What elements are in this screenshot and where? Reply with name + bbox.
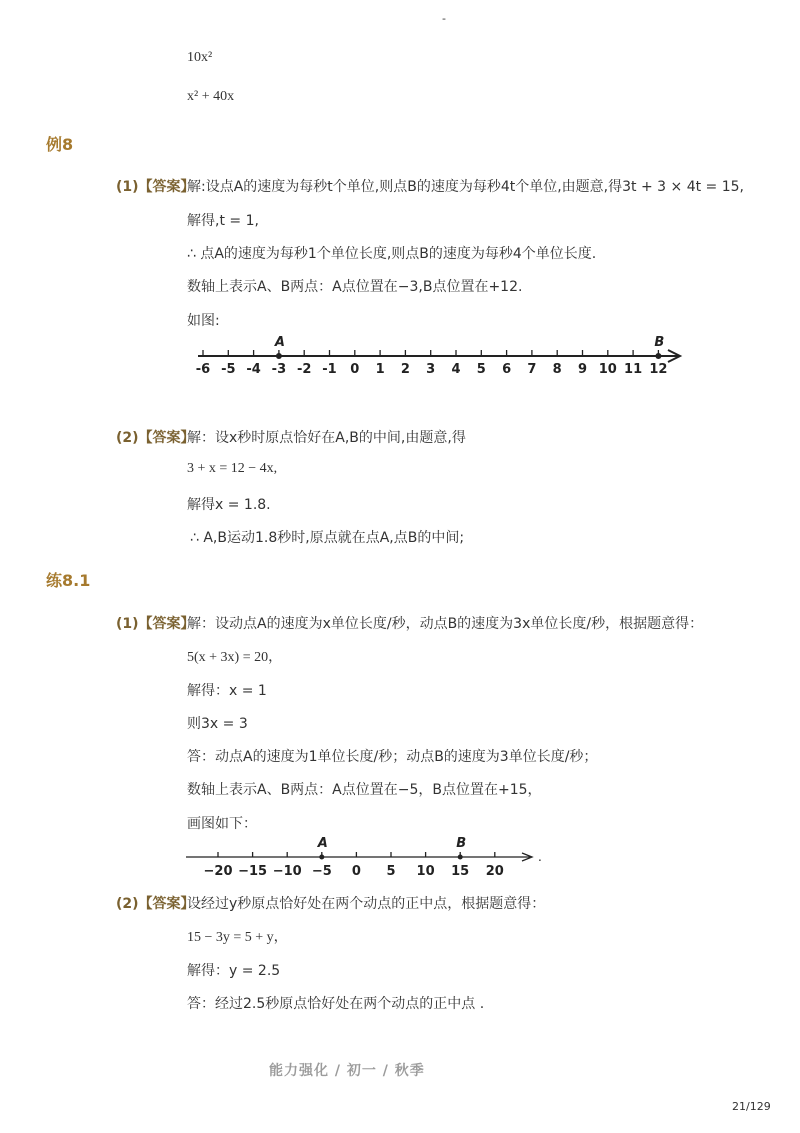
axis-trailing-dot: . bbox=[538, 850, 542, 864]
tick-label: 4 bbox=[451, 362, 461, 377]
page-number: 21/129 bbox=[732, 1100, 771, 1113]
answer-text-line: 解：设x秒时原点恰好在A,B的中间,由题意,得 bbox=[187, 430, 466, 446]
tick-label: -1 bbox=[322, 362, 337, 377]
tick-label: −20 bbox=[203, 864, 233, 879]
tick-label: 7 bbox=[527, 362, 537, 377]
tick-label: 1 bbox=[375, 362, 385, 377]
point-a-dot bbox=[276, 353, 282, 359]
equation-line: 5(x + 3x) = 20， bbox=[187, 650, 283, 665]
point-b-dot bbox=[655, 353, 661, 359]
answer-text-line: 答：经过2.5秒原点恰好处在两个动点的正中点 . bbox=[187, 996, 485, 1012]
tick-label: 6 bbox=[502, 362, 512, 377]
tick-label: −10 bbox=[272, 864, 302, 879]
answer-text-line: 解:设点A的速度为每秒t个单位,则点B的速度为每秒4t个单位,由题意,得3t + 3 × 4t = 15, bbox=[187, 179, 744, 195]
answer-text-line: 画图如下： bbox=[187, 816, 257, 832]
tick-label: 9 bbox=[577, 362, 588, 377]
tick-label: -3 bbox=[271, 362, 287, 377]
equation-line: 3 + x = 12 − 4x, bbox=[187, 461, 278, 476]
answer-tag-2: (2)【答案】 bbox=[116, 896, 195, 912]
section-title-practice: 练8.1 bbox=[46, 571, 91, 590]
point-a-label: A bbox=[274, 335, 285, 350]
header-dash: - bbox=[442, 12, 446, 25]
answer-text-line: 答：动点A的速度为1单位长度/秒；动点B的速度为3单位长度/秒； bbox=[187, 749, 598, 765]
tick-label: 11 bbox=[624, 362, 643, 377]
answer-tag-1: (1)【答案】 bbox=[116, 616, 195, 632]
tick-label: -6 bbox=[195, 362, 211, 377]
tick-label: 10 bbox=[598, 362, 617, 377]
tick-label: 8 bbox=[552, 362, 562, 377]
answer-text-line: 设经过y秒原点恰好处在两个动点的正中点，根据题意得： bbox=[187, 896, 546, 912]
point-b-label: B bbox=[456, 836, 467, 851]
footer-course-label: 能力强化 / 初一 / 秋季 bbox=[269, 1063, 425, 1079]
tick-label: -4 bbox=[246, 362, 261, 377]
point-a-dot bbox=[319, 855, 324, 860]
tick-label: −5 bbox=[311, 864, 332, 879]
expression-1: 10x² bbox=[187, 50, 213, 65]
point-b-dot bbox=[458, 855, 463, 860]
tick-label: 15 bbox=[451, 864, 470, 879]
tick-label: −15 bbox=[238, 864, 268, 879]
point-b-label: B bbox=[654, 335, 665, 350]
section-title-ex8: 例8 bbox=[46, 135, 74, 154]
tick-label: 5 bbox=[476, 362, 486, 377]
tick-label: -2 bbox=[296, 362, 312, 377]
number-line-2 bbox=[182, 832, 552, 882]
equation-line: 15 − 3y = 5 + y， bbox=[187, 930, 288, 945]
answer-text-line: 解得,t = 1, bbox=[187, 213, 259, 229]
tick-label: 5 bbox=[386, 864, 396, 879]
answer-text-line: 如图: bbox=[187, 313, 220, 329]
answer-text-line: 数轴上表示A、B两点：A点位置在−5，B点位置在+15， bbox=[187, 782, 542, 798]
tick-label: 12 bbox=[649, 362, 668, 377]
tick-label: 0 bbox=[350, 362, 360, 377]
tick-label: -5 bbox=[221, 362, 236, 377]
tick-label: 10 bbox=[416, 864, 435, 879]
tick-label: 0 bbox=[351, 864, 361, 879]
point-a-label: A bbox=[317, 836, 328, 851]
answer-text-line: 则3x = 3 bbox=[187, 716, 248, 732]
answer-text-line: 数轴上表示A、B两点：A点位置在−3,B点位置在+12. bbox=[187, 279, 523, 295]
answer-tag-1: (1)【答案】 bbox=[116, 179, 195, 195]
number-line-1 bbox=[190, 330, 690, 380]
tick-label: 20 bbox=[485, 864, 504, 879]
tick-label: 3 bbox=[426, 362, 436, 377]
tick-label: 2 bbox=[400, 362, 410, 377]
answer-text-line: 解得x = 1.8. bbox=[187, 497, 271, 513]
answer-tag-2: (2)【答案】 bbox=[116, 430, 195, 446]
answer-text-line: ∴ A,B运动1.8秒时,原点就在点A,点B的中间; bbox=[190, 530, 465, 546]
answer-text-line: 解得：x = 1 bbox=[187, 683, 267, 699]
answer-text-line: ∴ 点A的速度为每秒1个单位长度,则点B的速度为每秒4个单位长度. bbox=[187, 246, 597, 262]
answer-text-line: 解：设动点A的速度为x单位长度/秒，动点B的速度为3x单位长度/秒，根据题意得： bbox=[187, 616, 704, 632]
expression-2: x² + 40x bbox=[187, 89, 235, 104]
answer-text-line: 解得：y = 2.5 bbox=[187, 963, 281, 979]
